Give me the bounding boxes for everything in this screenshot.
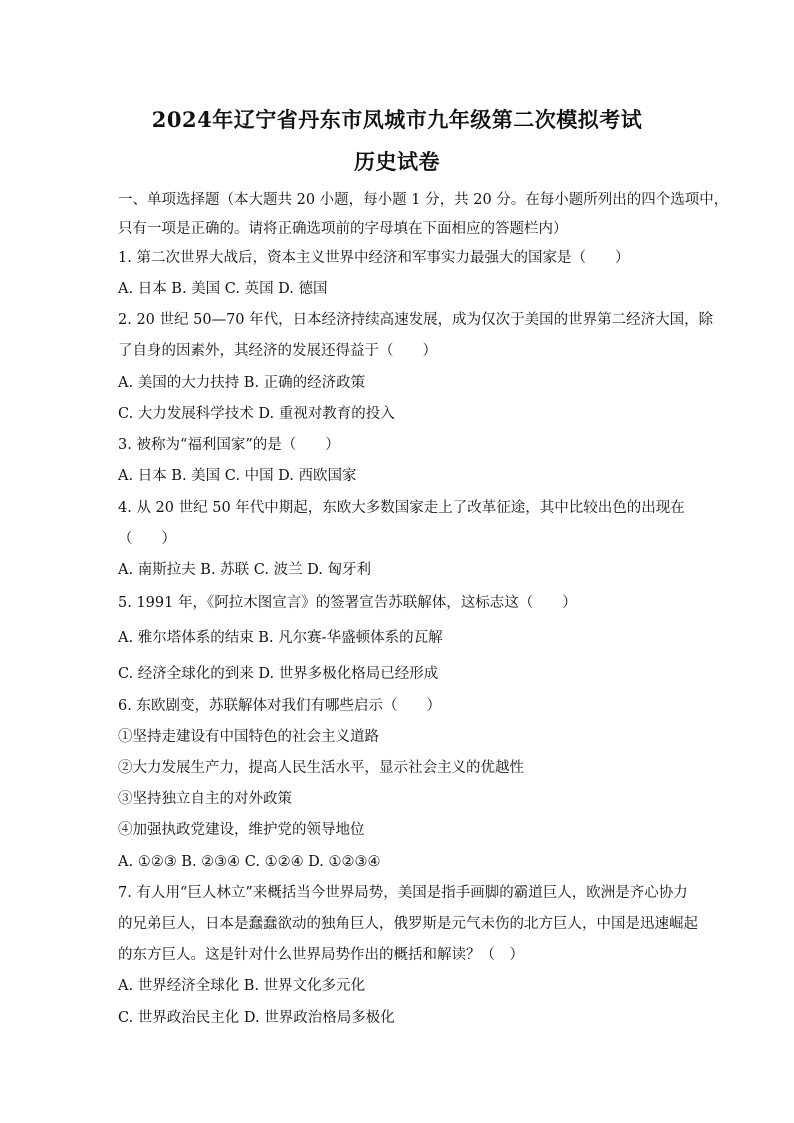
question-1-options: A. 日本 B. 美国 C. 英国 D. 德国 (118, 281, 328, 297)
question-7-stem-line3: 的东方巨人。这是针对什么世界局势作出的概括和解读？（ ） (118, 947, 524, 963)
question-2-options-line2: C. 大力发展科学技术 D. 重视对教育的投入 (118, 406, 395, 422)
question-7-stem-line2: 的兄弟巨人，日本是蠢蠢欲动的独角巨人，俄罗斯是元气未伤的北方巨人，中国是迅速崛起 (118, 916, 698, 932)
question-6-item-4: ④加强执政党建设，维护党的领导地位 (118, 822, 365, 838)
question-6-item-2: ②大力发展生产力，提高人民生活水平，显示社会主义的优越性 (118, 760, 524, 776)
exam-title: 2024年辽宁省丹东市凤城市九年级第二次模拟考试 (151, 107, 643, 132)
section-instructions-line2: 只有一项是正确的。请将正确选项前的字母填在下面相应的答题栏内） (118, 221, 568, 237)
question-3-options: A. 日本 B. 美国 C. 中国 D. 西欧国家 (118, 468, 357, 484)
question-7-options-line1: A. 世界经济全球化 B. 世界文化多元化 (118, 978, 366, 994)
question-5-stem: 5. 1991 年，《阿拉木图宣言》的签署宣告苏联解体，这标志这（ ） (118, 595, 577, 611)
question-2-stem-line1: 2. 20 世纪 50—70 年代，日本经济持续高速发展，成为仅次于美国的世界第二经济大国，除 (118, 312, 714, 328)
question-6-item-3: ③坚持独立自主的对外政策 (118, 791, 292, 807)
question-6-stem: 6. 东欧剧变，苏联解体对我们有哪些启示（ ） (118, 698, 441, 714)
exam-subtitle: 历史试卷 (354, 149, 440, 174)
question-5-options-line1: A. 雅尔塔体系的结束 B. 凡尔赛-华盛顿体系的瓦解 (118, 630, 443, 646)
question-3-stem: 3. 被称为“福利国家”的是（ ） (118, 437, 340, 453)
question-5-options-line2: C. 经济全球化的到来 D. 世界多极化格局已经形成 (118, 666, 439, 682)
question-7-options-line2: C. 世界政治民主化 D. 世界政治格局多极化 (118, 1010, 395, 1026)
question-6-options: A. ①②③ B. ②③④ C. ①②④ D. ①②③④ (118, 854, 381, 870)
section-instructions-line1: 一、单项选择题（本大题共 20 小题，每小题 1 分，共 20 分。在每小题所列出的四个选项中， (118, 192, 729, 208)
question-4-options: A. 南斯拉夫 B. 苏联 C. 波兰 D. 匈牙利 (118, 562, 372, 578)
question-7-stem-line1: 7. 有人用“巨人林立”来概括当今世界局势，美国是指手画脚的霸道巨人，欧洲是齐心协力 (118, 885, 688, 901)
question-4-stem-line2: （ ） (118, 531, 176, 547)
question-1-stem: 1. 第二次世界大战后，资本主义世界中经济和军事实力最强大的国家是（ ） (118, 250, 630, 266)
question-4-stem-line1: 4. 从 20 世纪 50 年代中期起，东欧大多数国家走上了改革征途，其中比较出色的出现在 (118, 500, 685, 516)
question-6-item-1: ①坚持走建设有中国特色的社会主义道路 (118, 729, 379, 745)
question-2-stem-line2: 了自身的因素外，其经济的发展还得益于（ ） (118, 343, 437, 359)
question-2-options-line1: A. 美国的大力扶持 B. 正确的经济政策 (118, 375, 366, 391)
